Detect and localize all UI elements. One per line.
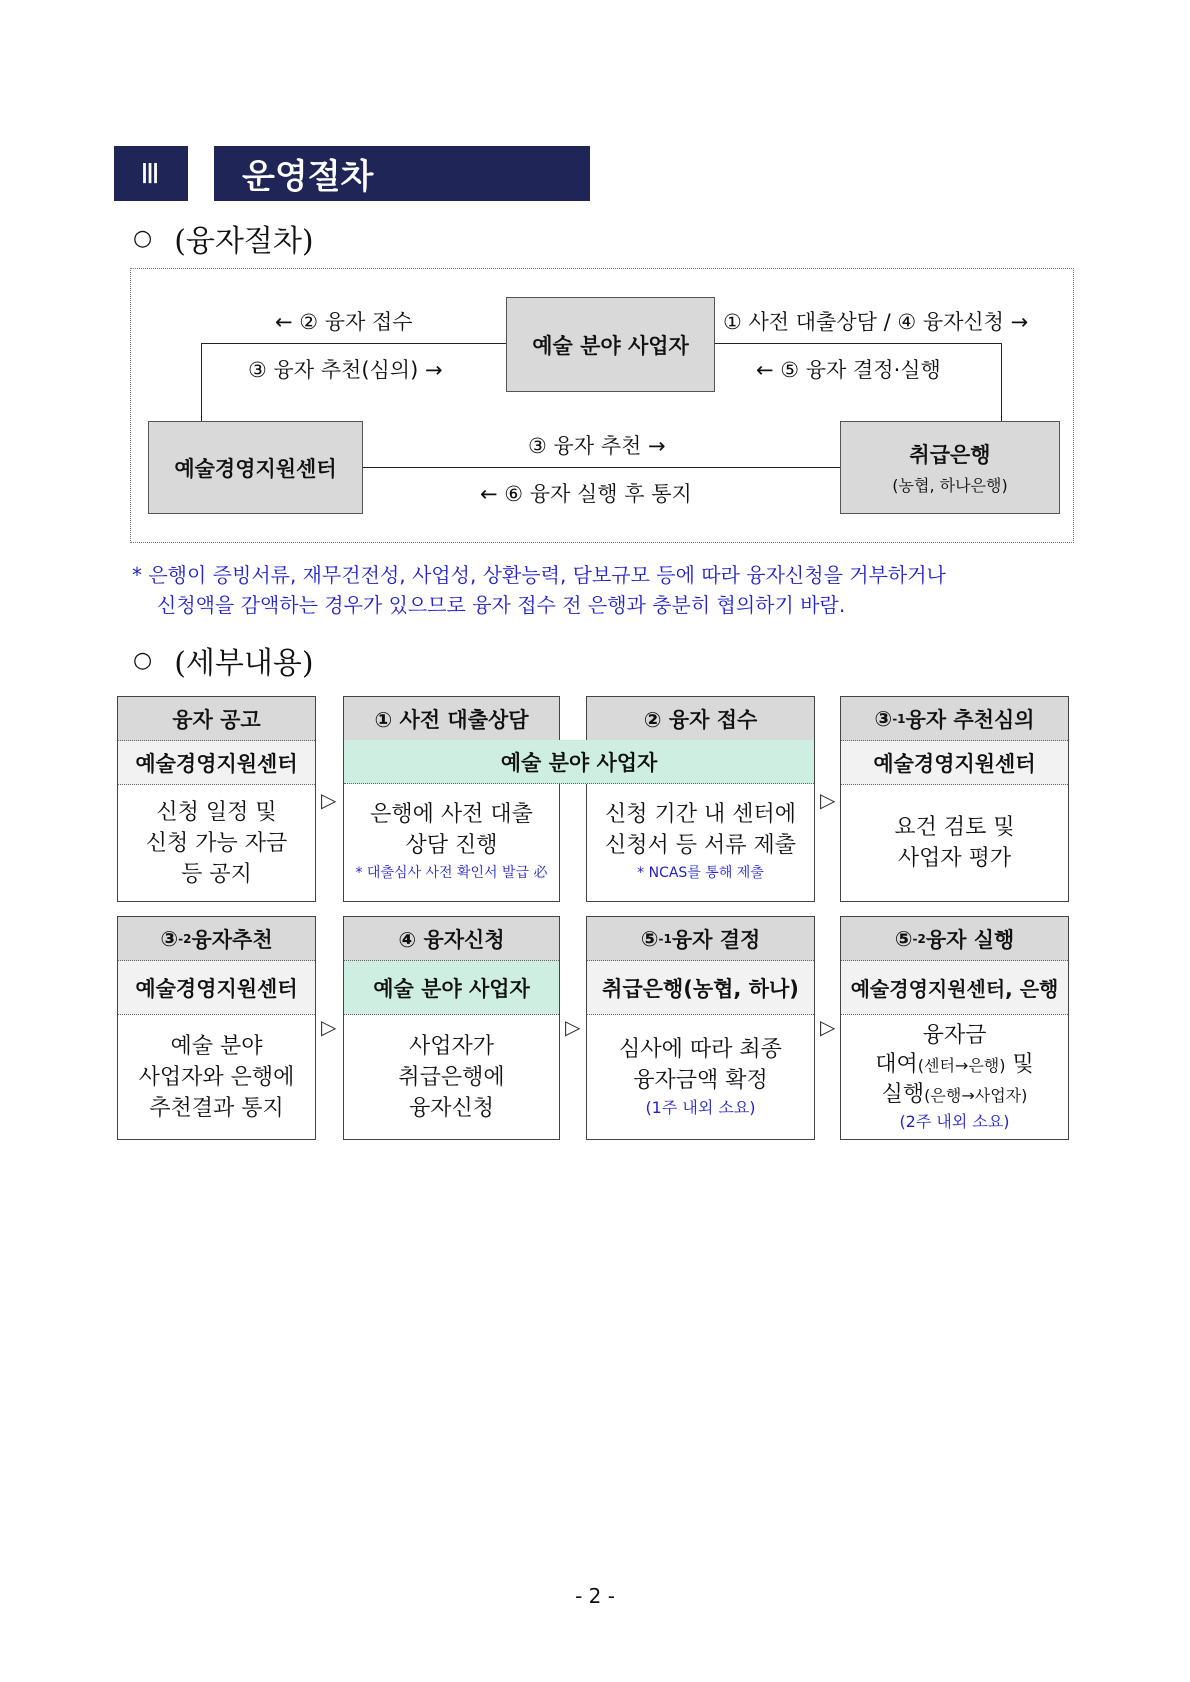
step-actor: 예술경영지원센터 (841, 741, 1068, 785)
step-title (587, 917, 814, 961)
flow-label-notify: ← ⑥ 융자 실행 후 통지 (480, 482, 692, 506)
step-title-text: 융자추천 (191, 927, 273, 952)
step-box-announcement (117, 696, 316, 902)
step-sup: -2 (912, 931, 926, 946)
step-title: ④ 융자신청 (344, 917, 559, 961)
step-title-text: 융자 추천심의 (905, 707, 1035, 732)
body-paren: (센터→은행) (917, 1055, 1006, 1075)
body-line (882, 1080, 1028, 1110)
node-support-center (148, 421, 363, 514)
flow-label-decision-exec: ← ⑤ 융자 결정·실행 (756, 358, 941, 382)
body-text: 대여 (875, 1051, 918, 1077)
step-body (841, 1015, 1068, 1139)
flow-label-receipt: ← ② 융자 접수 (275, 310, 413, 334)
step-num: ③ (160, 926, 179, 951)
page-number: - 2 - (575, 1584, 615, 1608)
body-line: 추천결과 통지 (149, 1095, 284, 1121)
node-center-label: 예술경영지원센터 (174, 456, 337, 481)
section-title: 운영절차 (214, 146, 590, 201)
detail-heading (133, 638, 314, 682)
body-line: 요건 검토 및 (894, 815, 1015, 840)
step-title: 융자 공고 (118, 697, 315, 741)
bullet-circle: ○ (133, 647, 153, 673)
step-title: ① 사전 대출상담 (344, 697, 559, 741)
body-line: 심사에 따라 최종 (619, 1037, 782, 1062)
arrow-icon: ▷ (820, 1015, 836, 1039)
body-line: 은행에 사전 대출 (370, 802, 533, 827)
step-body (841, 785, 1068, 901)
node-artist-label: 예술 분야 사업자 (532, 333, 689, 358)
flow-label-consult-apply: ① 사전 대출상담 / ④ 융자신청 → (723, 310, 1029, 334)
step-box-execution (840, 916, 1069, 1140)
step-body (118, 785, 315, 901)
step-num: ⑤ (894, 926, 913, 951)
body-line: 신청 기간 내 센터에 (605, 802, 796, 827)
step-actor: 취급은행(농협, 하나) (587, 961, 814, 1015)
step-box-apply (343, 916, 560, 1140)
step-actor: 예술경영지원센터 (118, 961, 315, 1015)
body-line: 사업자와 은행에 (138, 1064, 295, 1090)
step-body (118, 1015, 315, 1139)
note-line-1: * 은행이 증빙서류, 재무건전성, 사업성, 상환능력, 담보규모 등에 따라 융자신청을 거부하거나 (132, 563, 946, 587)
node-artist-business (506, 297, 715, 392)
flow-label-recommend: ③ 융자 추천 → (528, 434, 666, 458)
step-sup: -1 (892, 711, 906, 726)
connector-center-bank (363, 467, 840, 468)
connector-center-artist-top (201, 343, 506, 344)
body-line: 신청 가능 자금 (145, 830, 288, 856)
arrow-icon: ▷ (820, 788, 836, 812)
body-line: 융자신청 (408, 1095, 494, 1121)
detail-heading-text: (세부내용) (174, 646, 314, 681)
step-sup: -1 (658, 931, 672, 946)
step-actor: 예술경영지원센터 (118, 741, 315, 785)
body-paren: (은행→사업자) (924, 1085, 1028, 1105)
step-box-decision (586, 916, 815, 1140)
node-bank-sub: (농협, 하나은행) (892, 476, 1008, 495)
step-title (841, 917, 1068, 961)
body-line: 취급은행에 (398, 1064, 505, 1090)
body-text: 및 (1005, 1051, 1034, 1077)
step-title (118, 917, 315, 961)
note-line-2: 신청액을 감액하는 경우가 있으므로 융자 접수 전 은행과 충분히 협의하기 바람. (157, 593, 846, 617)
step-num: ⑤ (640, 926, 659, 951)
procedure-heading (133, 216, 314, 260)
connector-artist-bank-top (715, 343, 1002, 344)
section-number: Ⅲ (114, 146, 188, 201)
body-line: 융자금 (922, 1022, 987, 1048)
step-title-text: 융자 결정 (671, 927, 761, 952)
step-body-consult (343, 784, 560, 900)
body-line: 신청 일정 및 (156, 799, 277, 825)
body-note: * NCAS를 통해 제출 (637, 865, 764, 881)
body-line: 상담 진행 (405, 833, 498, 858)
bullet-circle: ○ (133, 225, 153, 251)
body-line: 신청서 등 서류 제출 (605, 833, 796, 858)
body-line: 사업자가 (408, 1033, 494, 1059)
arrow-icon: ▷ (321, 1015, 337, 1039)
connector-artist-bank-vertical (1001, 343, 1002, 421)
step-title (841, 697, 1068, 741)
step-num: ③ (874, 706, 893, 731)
step-body-receipt (586, 784, 815, 900)
body-line (875, 1050, 1033, 1080)
procedure-heading-text: (융자절차) (174, 224, 314, 259)
body-line: 융자금액 확정 (633, 1068, 768, 1093)
flow-label-recommend-review: ③ 융자 추천(심의) → (248, 358, 443, 382)
body-line: 등 공지 (181, 861, 252, 887)
step-actor: 예술경영지원센터, 은행 (841, 961, 1068, 1015)
step-body (344, 1015, 559, 1139)
body-line: 예술 분야 (170, 1033, 263, 1059)
step-box-recommend (117, 916, 316, 1140)
arrow-icon: ▷ (321, 788, 337, 812)
node-bank (840, 421, 1060, 514)
body-line: 사업자 평가 (897, 846, 1012, 871)
step-body (587, 1015, 814, 1139)
connector-center-artist-vertical (201, 343, 202, 421)
shared-actor-artist: 예술 분야 사업자 (344, 740, 814, 784)
step-box-review (840, 696, 1069, 902)
step-title: ② 융자 접수 (587, 697, 814, 741)
body-note: (1주 내외 소요) (645, 1098, 756, 1117)
step-sup: -2 (178, 931, 192, 946)
arrow-icon: ▷ (565, 1015, 581, 1039)
body-note: * 대출심사 사전 확인서 발급 必 (355, 865, 548, 881)
step-actor: 예술 분야 사업자 (344, 961, 559, 1015)
body-text: 실행 (881, 1081, 925, 1107)
body-note: (2주 내외 소요) (899, 1111, 1010, 1131)
step-title-text: 융자 실행 (925, 927, 1015, 952)
node-bank-label: 취급은행 (909, 443, 991, 467)
